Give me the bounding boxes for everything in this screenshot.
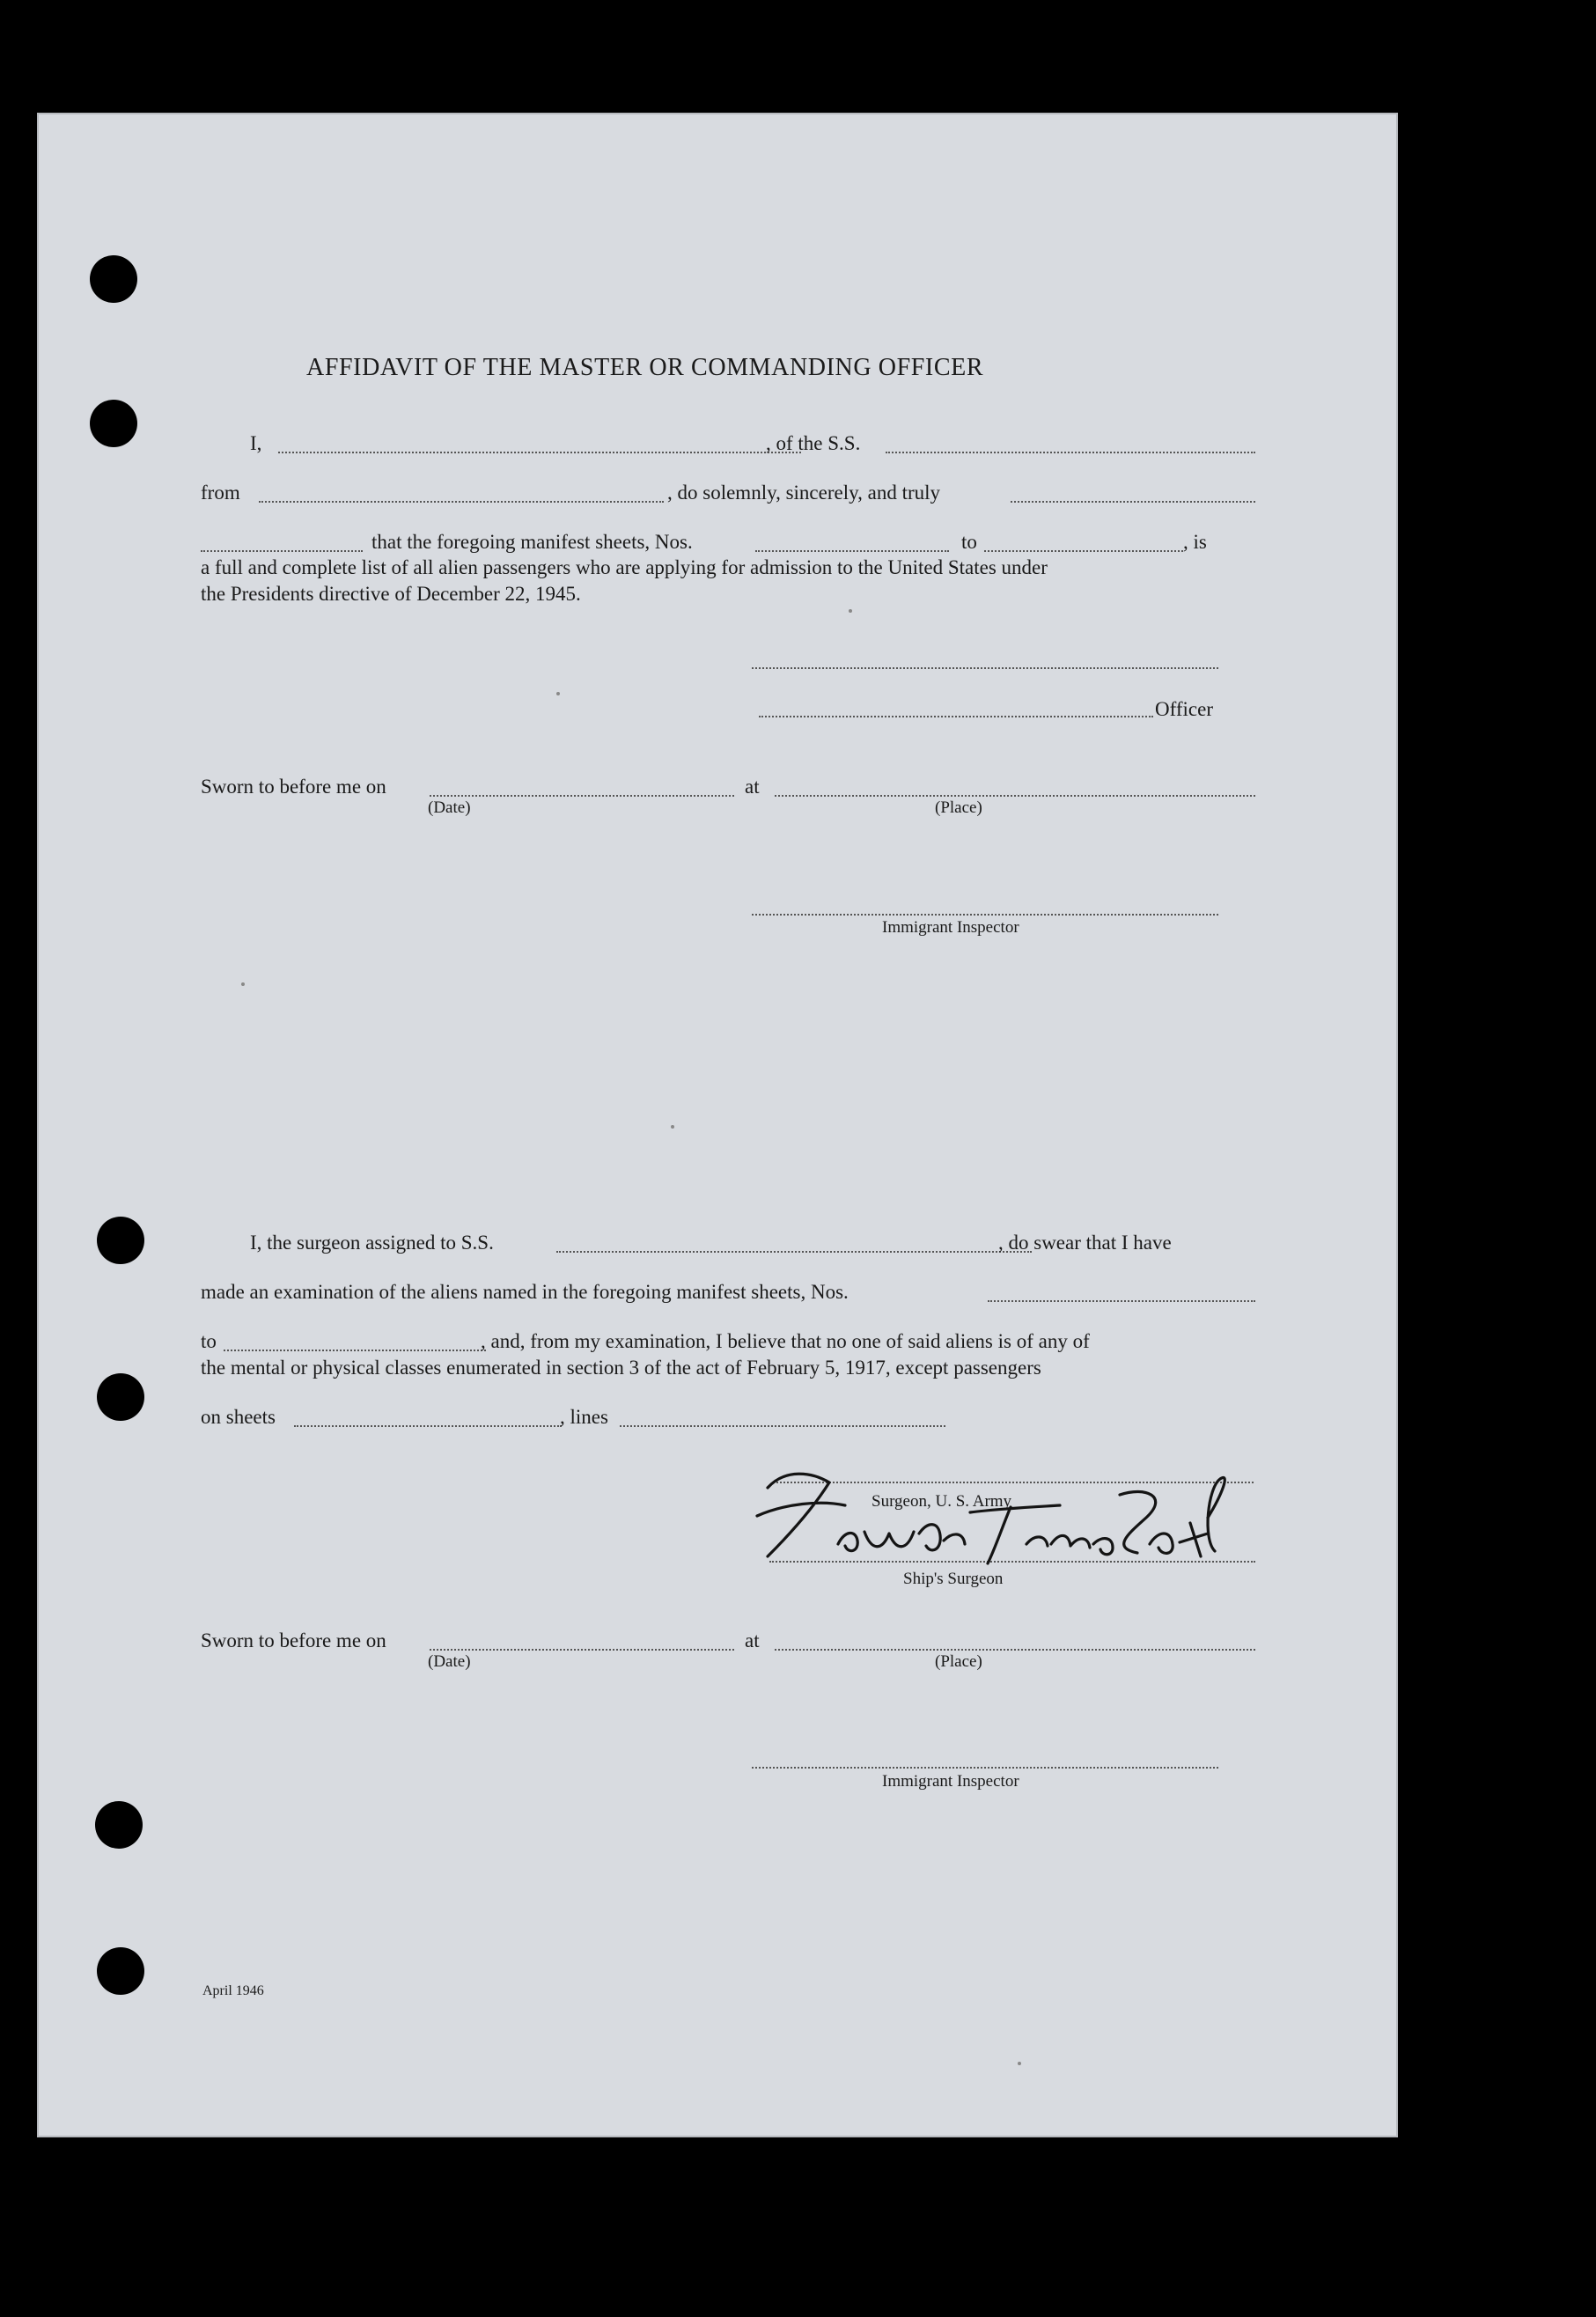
- master-sworn-place-blank: [775, 795, 1255, 797]
- surgeon-sworn-place-blank: [775, 1649, 1255, 1651]
- surgeon-line4: the mental or physical classes enumerated in section 3 of the act of February 5, 1917, except passengers: [201, 1357, 1041, 1379]
- master-to-label: to: [961, 531, 977, 553]
- master-inspector-signature-line: [752, 914, 1218, 916]
- master-oath-blank: [201, 550, 363, 552]
- master-manifest-label: that the foregoing manifest sheets, Nos.: [371, 531, 693, 553]
- master-nos-from-blank: [755, 550, 949, 552]
- surgeon-line2: made an examination of the aliens named in the foregoing manifest sheets, Nos.: [201, 1281, 849, 1303]
- surgeon-sheets-blank: [294, 1425, 562, 1427]
- surgeon-line3-rest: , and, from my examination, I believe that no one of said aliens is of any of: [481, 1330, 1090, 1352]
- master-sworn-label: Sworn to before me on: [201, 776, 386, 798]
- master-name-blank: [278, 452, 801, 453]
- surgeon-inspector-signature-line: [752, 1767, 1218, 1769]
- master-date-caption: (Date): [428, 798, 471, 817]
- surgeon-sworn-label: Sworn to before me on: [201, 1629, 386, 1651]
- surgeon-handwritten-signature: [732, 1460, 1234, 1592]
- master-nos-to-blank: [984, 550, 1183, 552]
- scan-speck: [241, 982, 245, 986]
- master-at-label: at: [745, 776, 760, 798]
- scan-speck: [1018, 2062, 1021, 2065]
- surgeon-nos-from-blank: [988, 1300, 1255, 1302]
- master-from-label: from: [201, 482, 240, 504]
- page-title: AFFIDAVIT OF THE MASTER OR COMMANDING OFFICER: [306, 354, 984, 381]
- punch-hole: [97, 1947, 144, 1995]
- officer-signature-line: [752, 667, 1218, 669]
- punch-hole: [95, 1801, 143, 1849]
- punch-hole: [90, 255, 137, 303]
- master-statement-line5: the Presidents directive of December 22, 1945.: [201, 583, 581, 605]
- master-swear-blank: [1011, 501, 1255, 503]
- affidavit-page: [37, 113, 1398, 2137]
- surgeon-line1-start: I, the surgeon assigned to S.S.: [250, 1232, 494, 1254]
- surgeon-sworn-date-blank: [430, 1649, 734, 1651]
- surgeon-army-label: Surgeon, U. S. Army: [872, 1492, 1012, 1511]
- punch-hole: [90, 400, 137, 447]
- surgeon-at-label: at: [745, 1629, 760, 1651]
- surgeon-lines-label: , lines: [560, 1406, 608, 1428]
- officer-label: Officer: [1155, 698, 1213, 720]
- surgeon-nos-to-blank: [224, 1350, 486, 1351]
- master-is-label: , is: [1183, 531, 1207, 553]
- master-from-blank: [259, 501, 664, 503]
- surgeon-line1-end: , do swear that I have: [998, 1232, 1172, 1254]
- surgeon-to-label: to: [201, 1330, 217, 1352]
- master-of-ss-label: , of the S.S.: [766, 432, 861, 454]
- surgeon-on-sheets-label: on sheets: [201, 1406, 276, 1428]
- master-swear-label: , do solemnly, sincerely, and truly: [667, 482, 941, 504]
- master-inspector-label: Immigrant Inspector: [882, 918, 1019, 937]
- scan-speck: [849, 609, 852, 613]
- surgeon-lines-blank: [620, 1425, 945, 1427]
- officer-name-line: [759, 716, 1153, 717]
- master-sworn-date-blank: [430, 795, 734, 797]
- master-i-label: I,: [250, 432, 262, 454]
- scan-speck: [556, 692, 560, 695]
- scan-speck: [671, 1125, 674, 1129]
- surgeon-inspector-label: Immigrant Inspector: [882, 1772, 1019, 1791]
- master-place-caption: (Place): [935, 798, 982, 817]
- surgeon-ship-blank: [556, 1251, 1032, 1253]
- ship-surgeon-label: Ship's Surgeon: [903, 1570, 1004, 1588]
- punch-hole: [97, 1373, 144, 1421]
- master-statement-line4: a full and complete list of all alien passengers who are applying for admission to the United States under: [201, 556, 1048, 578]
- surgeon-place-caption: (Place): [935, 1652, 982, 1671]
- form-date: April 1946: [202, 1983, 264, 1998]
- punch-hole: [97, 1217, 144, 1264]
- surgeon-date-caption: (Date): [428, 1652, 471, 1671]
- master-ship-blank: [886, 452, 1255, 453]
